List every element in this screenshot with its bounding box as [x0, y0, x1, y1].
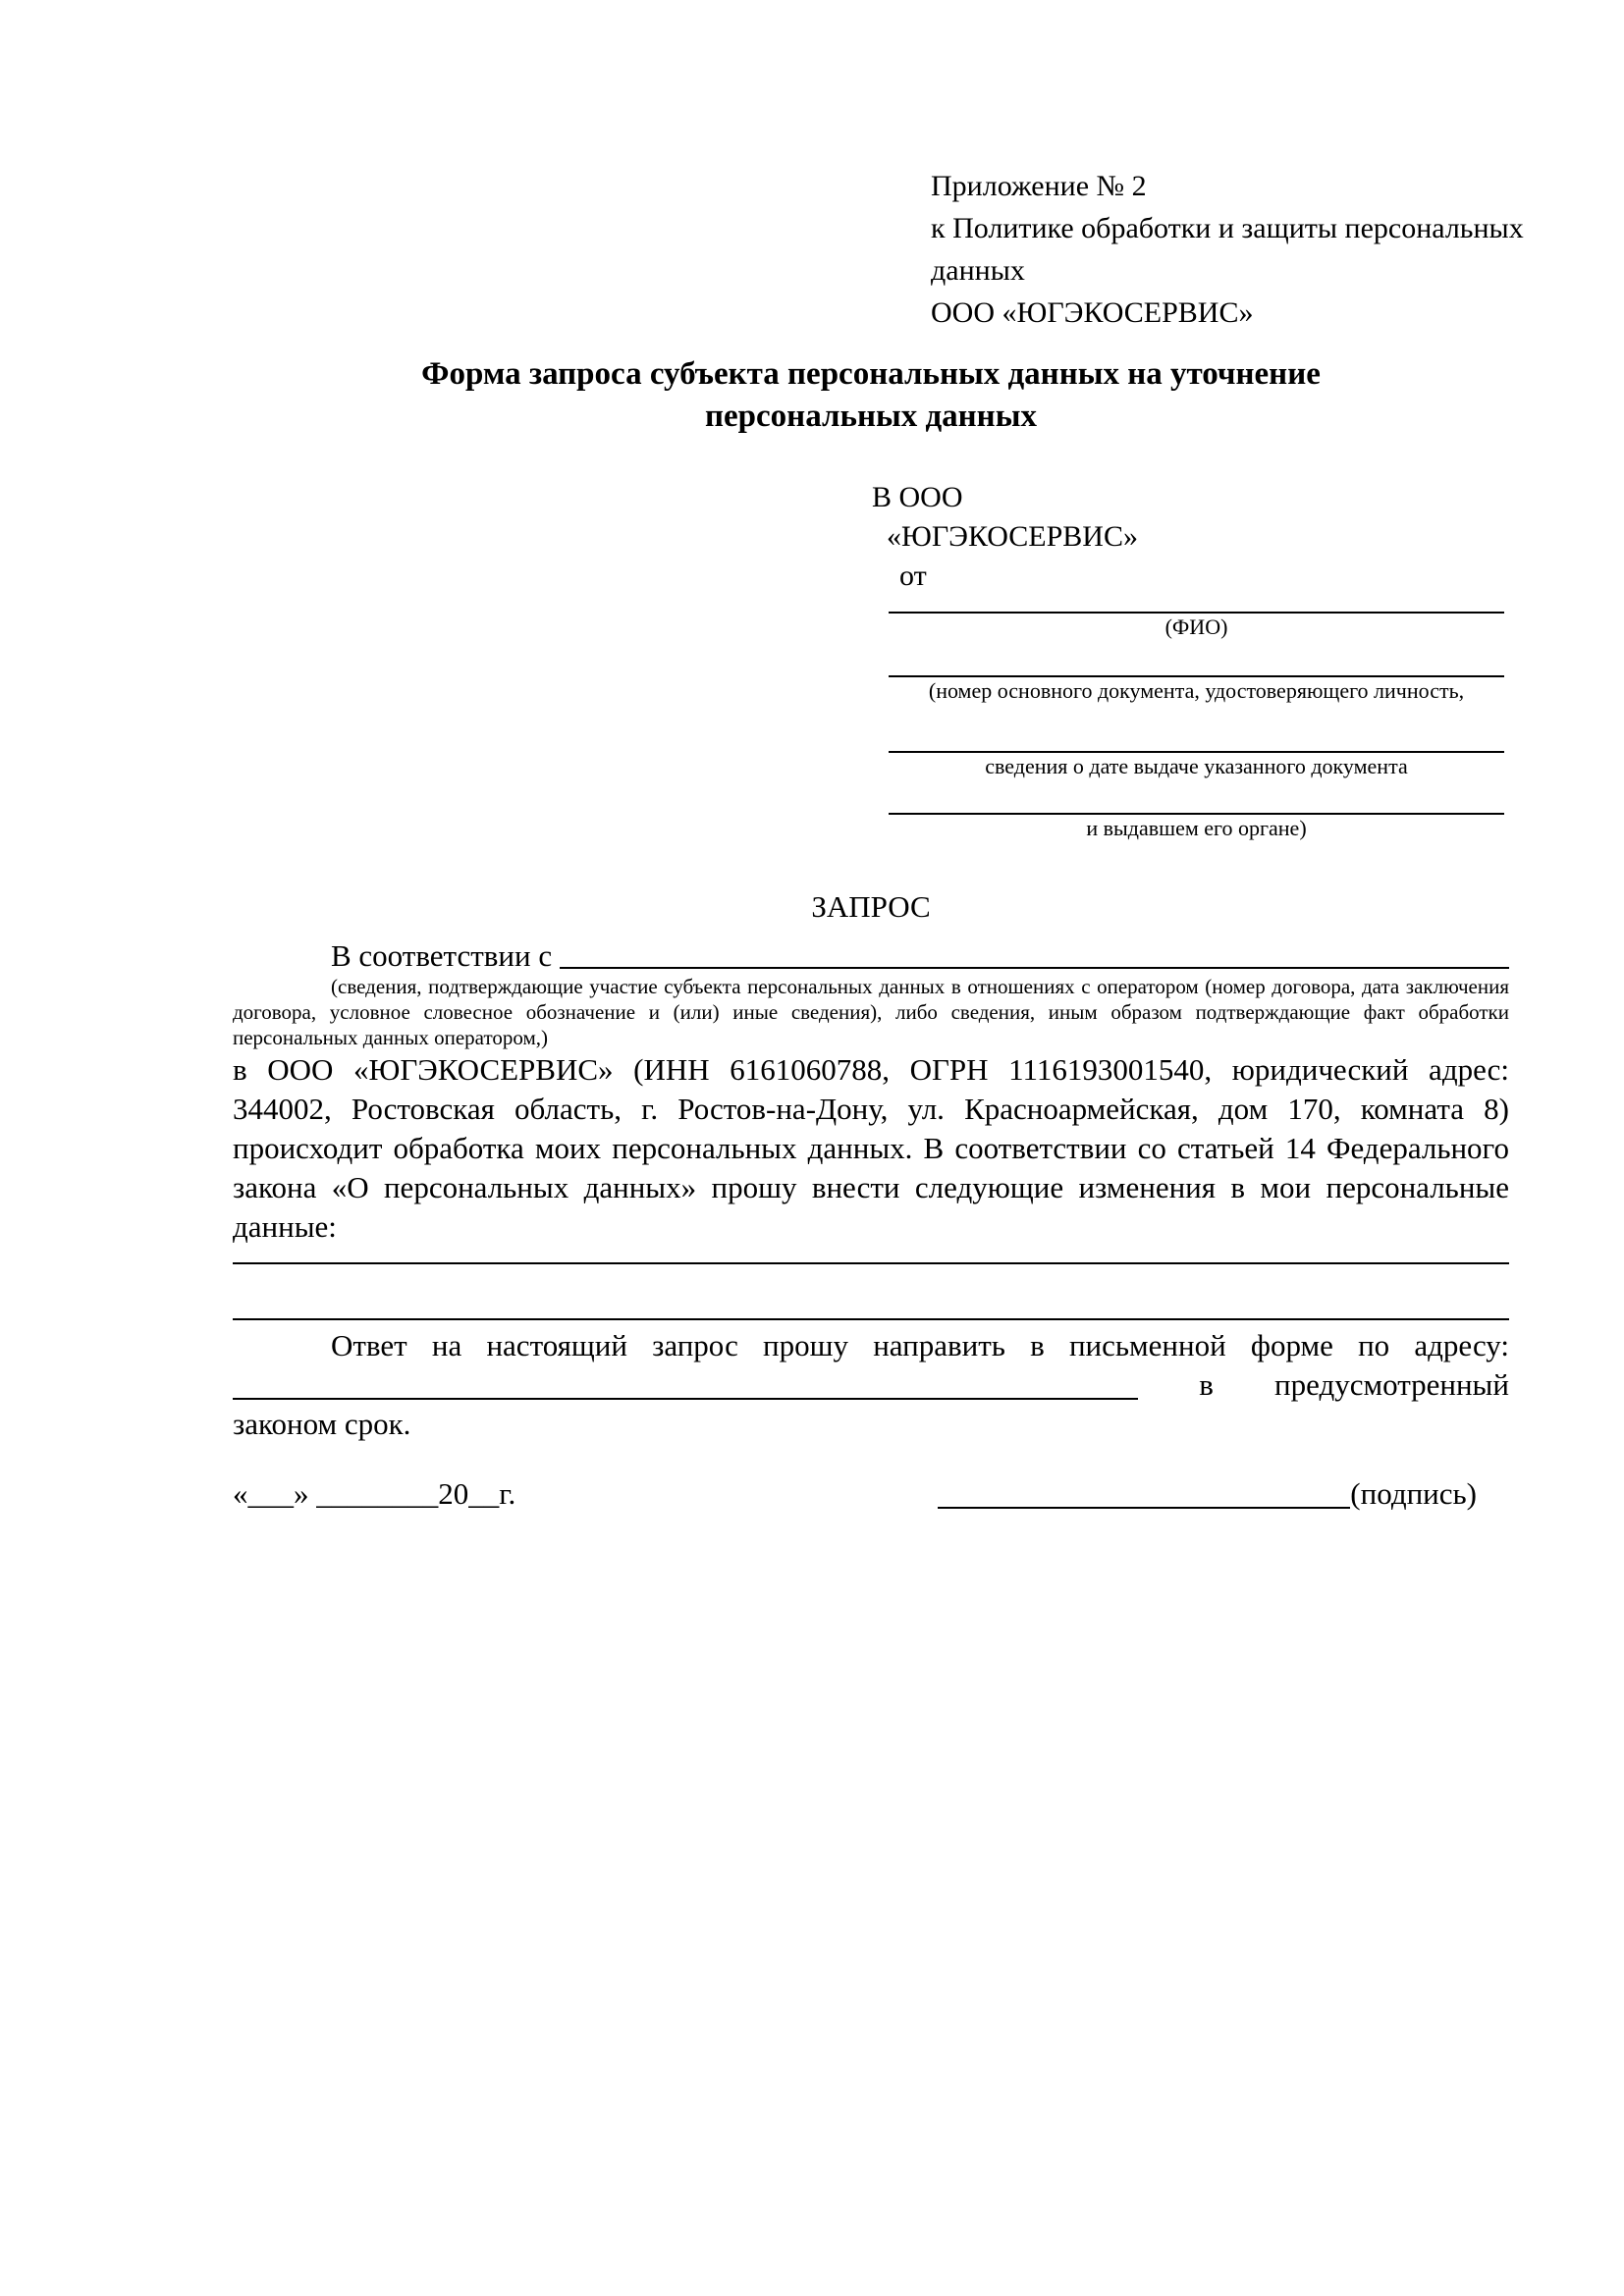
reply-word-v: в: [1199, 1367, 1214, 1402]
document-number-caption: (номер основного документа, удостоверяющего личность,: [928, 678, 1465, 703]
date-signature-line: [233, 1474, 1509, 1514]
addressee-block: [872, 478, 1504, 841]
appendix-line: данных: [931, 254, 1025, 287]
reply-address-blank-line: [233, 1398, 1138, 1400]
document-title-line: персональных данных: [705, 399, 1037, 434]
issuing-authority-caption: и выдавшем его органе): [1086, 816, 1307, 840]
reply-paragraph: [233, 1326, 1509, 1444]
in-accordance-blank-line: [560, 967, 1509, 969]
document-number-blank-line: [889, 660, 1504, 677]
reply-line-1: Ответ на настоящий запрос прошу направить в письменной форме по адресу:: [331, 1328, 1509, 1362]
changes-blank-line-2: [233, 1318, 1509, 1320]
reply-line-3: законом срок.: [233, 1407, 411, 1441]
issuing-authority-blank-line: [889, 797, 1504, 815]
request-body-block: [233, 934, 1509, 1247]
issue-date-caption: сведения о дате выдаче указанного документа: [985, 754, 1408, 778]
fio-blank-line: [889, 596, 1504, 614]
reply-line-2: [233, 1365, 1509, 1405]
signature-blank-line: [938, 1507, 1350, 1509]
fio-caption: (ФИО): [1164, 614, 1228, 639]
addressee-line-2: «ЮГЭКОСЕРВИС»: [887, 520, 1138, 553]
appendix-line: Приложение № 2: [931, 170, 1147, 202]
request-heading: ЗАПРОС: [811, 889, 931, 924]
signature-caption: (подпись): [1350, 1476, 1477, 1511]
document-title: [233, 353, 1509, 438]
reply-word-predusmotrennyj: предусмотренный: [1274, 1367, 1509, 1402]
signature-group: [938, 1474, 1477, 1514]
addressee-line-3: от: [899, 560, 927, 592]
changes-blank-line-1: [233, 1262, 1509, 1264]
in-accordance-line: [233, 934, 1509, 974]
in-accordance-prefix: В соответствии с: [331, 938, 553, 973]
date-template: «___» ________20__г.: [233, 1476, 516, 1511]
document-title-line: Форма запроса субъекта персональных данных на уточнение: [421, 356, 1321, 392]
appendix-line: ООО «ЮГЭКОСЕРВИС»: [931, 296, 1254, 329]
addressee-line-1: В ООО: [872, 481, 963, 513]
appendix-block: [931, 165, 1524, 334]
appendix-line: к Политике обработки и защиты персональных: [931, 212, 1524, 244]
fine-print-note: (сведения, подтверждающие участие субъекта персональных данных в отношениях с оператором (номер договора, дата заключения договора, условное словесное обозначение и (или) иные сведения), либо сведения, иным образом подтверждающие факт обработки персональных данных оператором,): [233, 975, 1509, 1049]
issue-date-blank-line: [889, 735, 1504, 753]
request-main-paragraph: в ООО «ЮГЭКОСЕРВИС» (ИНН 6161060788, ОГРН 1116193001540, юридический адрес: 344002, Ростовская область, г. Ростов-на-Дону, ул. Красноармейская, дом 170, комната 8) происходит обработка моих персональных данных. В соответствии со статьей 14 Федерального закона «О персональных данных» прошу внести следующие изменения в мои персональные данные:: [233, 1052, 1509, 1244]
